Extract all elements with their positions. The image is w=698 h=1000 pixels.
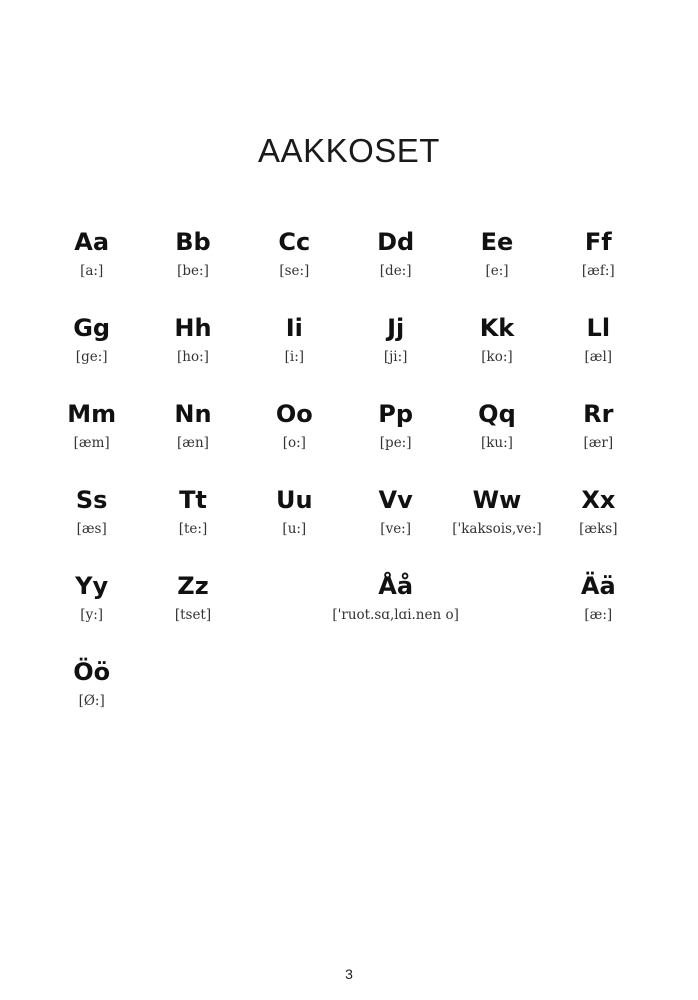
pronunciation: [te:] (178, 521, 208, 537)
letter-cell-b (142, 226, 243, 312)
pronunciation: [o:] (282, 435, 306, 451)
pronunciation: [ho:] (177, 349, 209, 365)
letter: Jj (387, 314, 405, 342)
letter: Oo (275, 400, 313, 428)
letter: Mm (67, 400, 117, 428)
pronunciation: ['ruot.sɑ,lɑi.nen o] (332, 607, 459, 623)
letter: Ss (75, 486, 108, 514)
pronunciation: [tset] (174, 607, 212, 623)
page-title: AAKKOSET (258, 132, 440, 169)
pronunciation: [æks] (579, 521, 618, 537)
letter-cell-o (244, 398, 345, 484)
letter: Xx (581, 486, 616, 514)
letter: Ää (580, 572, 616, 600)
pronunciation: [be:] (177, 263, 209, 279)
pronunciation: [ko:] (481, 349, 513, 365)
letter: Zz (177, 572, 209, 600)
letter-cell-z (142, 570, 243, 656)
pronunciation: [æs] (76, 521, 107, 537)
letter: Kk (479, 314, 515, 342)
letter-cell-j (345, 312, 446, 398)
pronunciation: [æ:] (584, 607, 613, 623)
letter: Ww (472, 486, 522, 514)
pronunciation: [y:] (80, 607, 104, 623)
letter-cell-t (142, 484, 243, 570)
letter-cell-w (446, 484, 547, 570)
letter: Ee (480, 228, 514, 256)
pronunciation: [æl] (584, 349, 613, 365)
letter: Dd (377, 228, 415, 256)
letter: Yy (75, 572, 109, 600)
letter-cell-h (142, 312, 243, 398)
letter-cell-d (345, 226, 446, 312)
letter-cell-a-ring (244, 570, 548, 656)
pronunciation: [ji:] (383, 349, 408, 365)
letter-cell-l (548, 312, 649, 398)
pronunciation: [e:] (485, 263, 509, 279)
letter-cell-a-umlaut (548, 570, 649, 656)
letter-cell-q (446, 398, 547, 484)
page-number: 3 (345, 966, 353, 982)
letter-cell-k (446, 312, 547, 398)
pronunciation: [ær] (583, 435, 614, 451)
pronunciation: [a:] (80, 263, 104, 279)
letter-cell-m (41, 398, 142, 484)
pronunciation: ['kaksois,ve:] (452, 521, 542, 537)
pronunciation: [Ø:] (78, 693, 105, 709)
letter-cell-g (41, 312, 142, 398)
letter: Qq (478, 400, 516, 428)
pronunciation: [i:] (284, 349, 305, 365)
letter-cell-i (244, 312, 345, 398)
letter-cell-p (345, 398, 446, 484)
alphabet-grid (41, 226, 649, 742)
pronunciation: [u:] (282, 521, 307, 537)
letter-cell-o-umlaut (41, 656, 142, 742)
letter: Vv (378, 486, 413, 514)
letter: Tt (179, 486, 207, 514)
letter: Uu (276, 486, 313, 514)
pronunciation: [de:] (379, 263, 412, 279)
letter-cell-n (142, 398, 243, 484)
letter-cell-e (446, 226, 547, 312)
letter-cell-s (41, 484, 142, 570)
letter-cell-v (345, 484, 446, 570)
letter-cell-u (244, 484, 345, 570)
pronunciation: [æf:] (581, 263, 615, 279)
pronunciation: [ku:] (480, 435, 513, 451)
pronunciation: [se:] (279, 263, 310, 279)
letter-cell-f (548, 226, 649, 312)
letter: Nn (174, 400, 212, 428)
pronunciation: [pe:] (379, 435, 412, 451)
pronunciation: [ge:] (75, 349, 108, 365)
letter-cell-x (548, 484, 649, 570)
letter: Öö (73, 658, 111, 686)
letter-cell-y (41, 570, 142, 656)
letter: Pp (378, 400, 414, 428)
letter: Hh (174, 314, 212, 342)
letter: Åå (378, 572, 414, 600)
letter: Gg (73, 314, 111, 342)
pronunciation: [æm] (73, 435, 110, 451)
letter: Cc (278, 228, 311, 256)
letter-cell-c (244, 226, 345, 312)
letter: Ff (584, 228, 612, 256)
pronunciation: [æn] (177, 435, 209, 451)
letter: Ll (586, 314, 611, 342)
letter-cell-r (548, 398, 649, 484)
letter: Bb (175, 228, 211, 256)
letter: Aa (74, 228, 110, 256)
letter: Ii (285, 314, 303, 342)
pronunciation: [ve:] (380, 521, 411, 537)
letter: Rr (583, 400, 614, 428)
letter-cell-a (41, 226, 142, 312)
